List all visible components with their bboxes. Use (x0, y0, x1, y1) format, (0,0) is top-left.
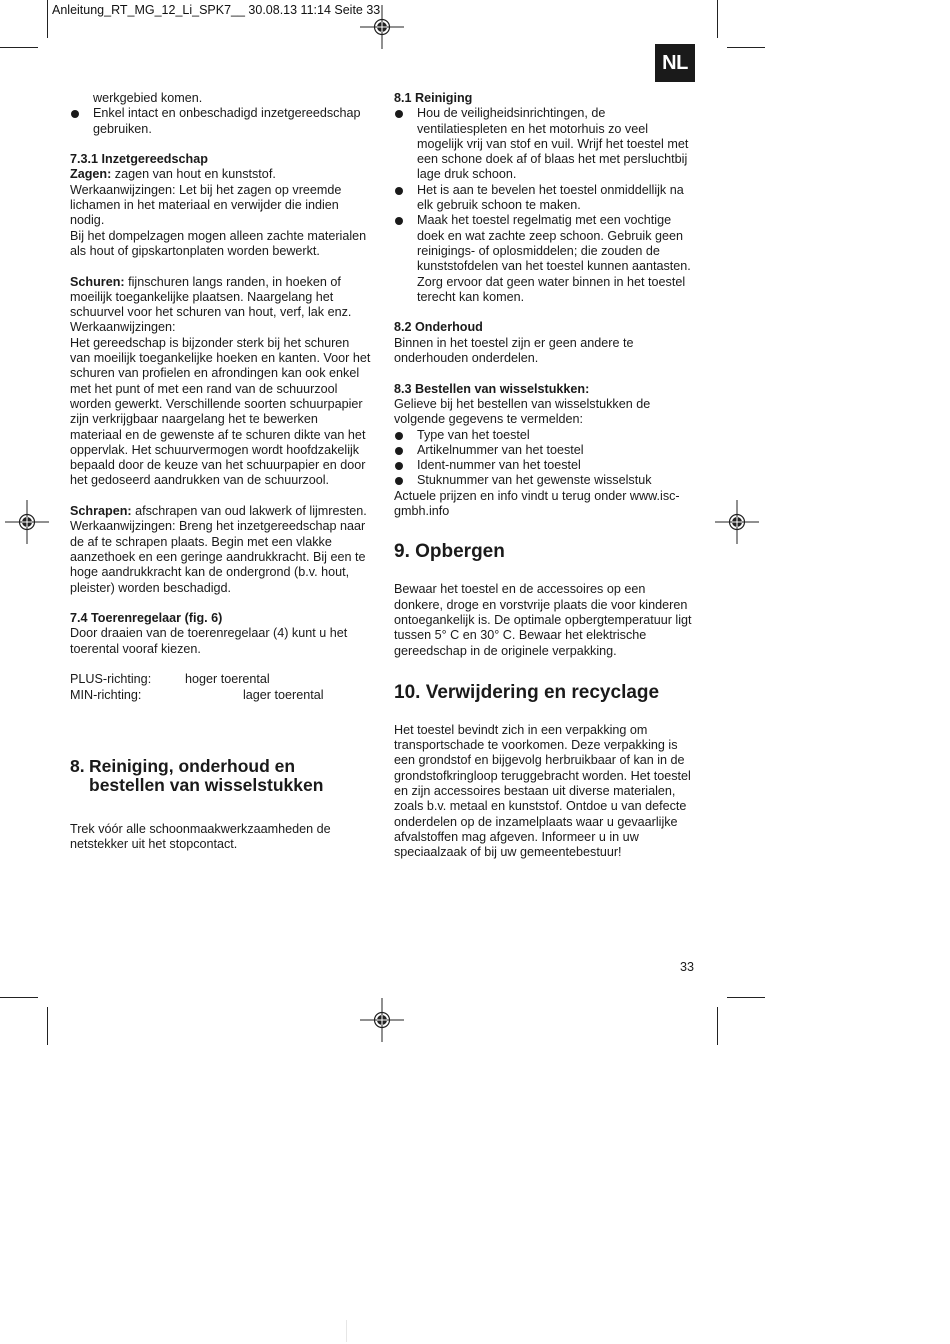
section-7-4-title: 7.4 Toerenregelaar (fig. 6) (70, 611, 223, 626)
schrapen-instructions: Werkaanwijzingen: Breng het inzetgereedschap naar de af te schrapen plaats. Begin met een vlakke aanzethoek en een geringe aandrukkracht. Bij een te hoge aandrukkracht kan de ondergrond (b.v. hout, pleister) worden beschadigd. (70, 519, 366, 595)
section-9-title: 9. Opbergen (394, 541, 505, 563)
section-10-title: 10. Verwijdering en recyclage (394, 681, 660, 703)
section-8-3-title: 8.3 Bestellen van wisselstukken: (394, 381, 590, 396)
intro-bullet-list (70, 106, 372, 137)
section-8-3-outro: Actuele prijzen en info vindt u terug onder www.isc-gmbh.info (394, 488, 680, 519)
plus-direction-label: PLUS-richting: (70, 672, 152, 687)
language-badge: NL (655, 44, 695, 82)
intro-line: werkgebied komen. (93, 91, 203, 105)
crop-mark (0, 47, 38, 48)
page-number: 33 (680, 960, 695, 974)
list-item: Artikelnummer van het toestel (394, 443, 696, 458)
right-column (394, 91, 696, 860)
list-item: Type van het toestel (394, 428, 696, 443)
schuren-instructions: Het gereedschap is bijzonder sterk bij het schuren van moeilijk toegankelijke hoeken en kanten. Voor het schuren van profielen en afrondingen kan ook enkel met het punt of met een rand van de schuurzool worden gewerkt. Verschillende soorten schuurpapier zijn verkrijgbaar naargelang het te bewerken materiaal en de gewenste af te schuren dikte van het oppervlak. Het schuurvermogen wordt hoofdzakelijk bepaald door de keuze van het schuurpapier en door het gedoseerd aandrukken van de schuurzool. (70, 335, 371, 488)
section-8-2-title: 8.2 Onderhoud (394, 320, 483, 335)
registration-mark-icon (360, 998, 404, 1042)
section-8-text: Trek vóór alle schoonmaakwerkzaamheden de netstekker uit het stopcontact. (70, 821, 331, 852)
crop-mark (47, 1007, 48, 1045)
plus-direction-row (70, 672, 372, 687)
section-8-number: 8. (70, 755, 85, 776)
section-8-3-bullet-list (394, 428, 696, 489)
left-column (70, 91, 372, 852)
zagen-text: zagen van hout en kunststof. (111, 167, 276, 182)
min-direction-row (70, 688, 372, 703)
min-direction-value: lager toerental (243, 687, 324, 702)
section-7-4-text: Door draaien van de toerenregelaar (4) kunt u het toerental vooraf kiezen. (70, 626, 348, 656)
section-8-1-bullet-list (394, 106, 696, 305)
section-7-3-1-title: 7.3.1 Inzetgereedschap (70, 152, 208, 167)
schrapen-text: afschrapen van oud lakwerk of lijmresten. (131, 504, 367, 519)
schrapen-paragraph (70, 504, 372, 519)
section-9-text: Bewaar het toestel en de accessoires op een donkere, droge en vorstvrije plaats die voor kinderen ontoegankelijk is. De optimale opbergtemperatuur ligt tussen 5° C en 30° C. Bewaar het elektrische gereedschap in de originele verpakking. (394, 582, 692, 658)
crop-mark (727, 47, 765, 48)
list-item: Maak het toestel regelmatig met een vochtige doek en wat zachte zeep schoon. Gebruik geen reinigings- of oplosmiddelen; die zouden de kunststofdelen van het toestel kunnen aantasten. Zorg ervoor dat geen water binnen in het toestel terecht kan komen. (394, 213, 696, 305)
divider (346, 1320, 347, 1342)
section-8-heading (70, 757, 372, 795)
section-8-title: Reiniging, onderhoud en bestellen van wisselstukken (89, 755, 324, 795)
registration-mark-icon (360, 5, 404, 49)
registration-mark-icon (5, 500, 49, 544)
crop-mark (0, 997, 38, 998)
list-item: Het is aan te bevelen het toestel onmiddellijk na elk gebruik schoon te maken. (394, 183, 696, 214)
zagen-paragraph (70, 167, 372, 182)
crop-mark (47, 0, 48, 38)
crop-mark (717, 0, 718, 38)
section-8-2-text: Binnen in het toestel zijn er geen andere te onderhouden onderdelen. (394, 335, 634, 366)
registration-mark-icon (715, 500, 759, 544)
section-8-1-title: 8.1 Reiniging (394, 91, 473, 105)
plus-direction-value: hoger toerental (185, 672, 270, 687)
list-item: Stuknummer van het gewenste wisselstuk (394, 473, 696, 488)
zagen-instructions: Werkaanwijzingen: Let bij het zagen op vreemde lichamen in het materiaal en verwijder die indien nodig. (70, 182, 342, 228)
print-file-info: Anleitung_RT_MG_12_Li_SPK7__ 30.08.13 11:14 Seite 33 (52, 3, 381, 17)
zagen-plunge-note: Bij het dompelzagen mogen alleen zachte materialen als hout of gipskartonplaten worden bewerkt. (70, 228, 367, 258)
section-8-3-intro: Gelieve bij het bestellen van wisselstukken de volgende gegevens te vermelden: (394, 396, 651, 427)
section-10-text: Het toestel bevindt zich in een verpakking om transportschade te voorkomen. Deze verpakking is een grondstof en bijgevolg herbruikbaar of kan in de grondstofkringloop teruggebracht worden. Het toestel en zijn accessoires bestaan uit diverse materialen, zoals b.v. metaal en kunststof. Ontdoe u van defecte onderdelen op de inzamelplaats waar u gevaarlijke afvalstoffen mag afgeven. Informeer u in uw speciaalzaak of bij uw gemeentebestuur! (394, 722, 691, 860)
crop-mark (727, 997, 765, 998)
schuren-term: Schuren: (70, 274, 125, 289)
schuren-text: fijnschuren langs randen, in hoeken of moeilijk toegankelijke plaatsen. Naargelang het schuurvel voor het schuren van hout, verf, lak enz. (70, 274, 352, 320)
list-item: Ident-nummer van het toestel (394, 458, 696, 473)
schrapen-term: Schrapen: (70, 504, 132, 519)
min-direction-label: MIN-richting: (70, 687, 142, 702)
zagen-term: Zagen: (70, 167, 112, 182)
schuren-instructions-label: Werkaanwijzingen: (70, 320, 176, 335)
schuren-paragraph (70, 275, 372, 321)
list-item: Enkel intact en onbeschadigd inzetgereedschap gebruiken. (70, 106, 372, 137)
list-item: Hou de veiligheidsinrichtingen, de ventilatiespleten en het motorhuis zo veel mogelijk vrij van stof en vuil. Wrijf het toestel met een schone doek af of blaas het met persluchtbij lage druk schoon. (394, 106, 696, 182)
crop-mark (717, 1007, 718, 1045)
